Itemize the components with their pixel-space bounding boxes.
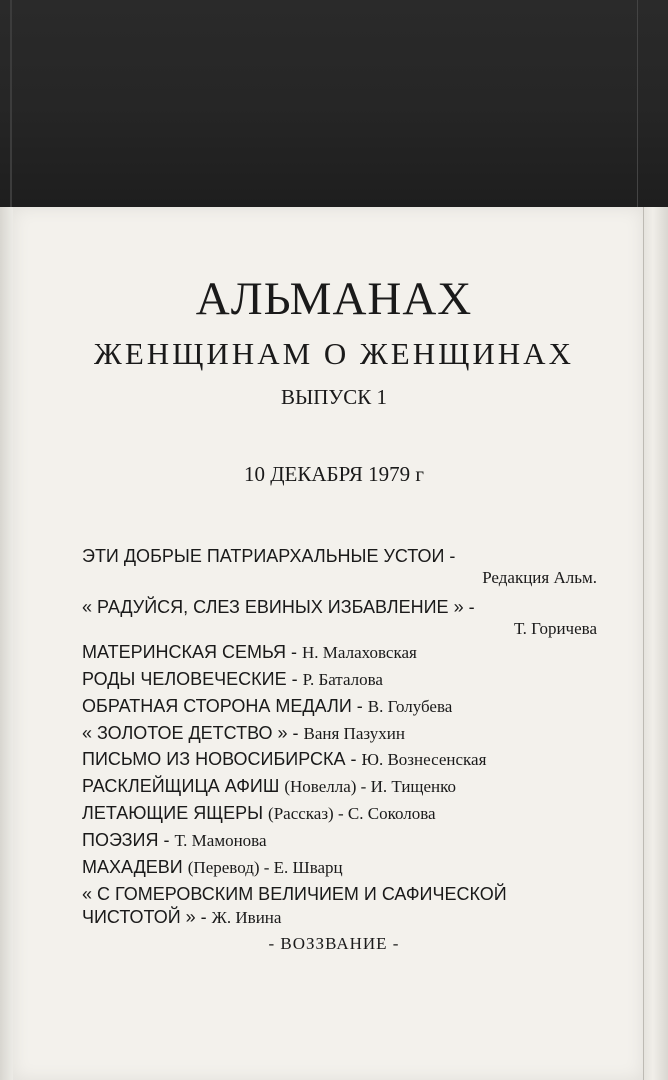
contents-entry [82,545,607,589]
entry-title: МАХАДЕВИ [82,857,188,877]
contents-entry [82,641,607,664]
contents-entry [82,748,607,771]
entry-author: Р. Баталова [302,670,383,689]
document-title: АЛЬМАНАХ [195,273,473,325]
entry-title-line2: ЧИСТОТОЙ » - [82,907,212,927]
contents-entry [82,722,607,745]
contents-entry [82,668,607,691]
contents-entry [82,802,607,825]
entry-author: Редакция Альм. [482,568,597,587]
entry-title: « ЗОЛОТОЕ ДЕТСТВО » - [82,723,304,743]
contents-entry-continued [82,906,607,929]
contents-entry [82,883,607,905]
entry-genre: (Перевод) - [187,858,274,877]
issue-number: ВЫПУСК 1 [280,385,388,409]
entry-author: Н. Малаховская [302,643,417,662]
entry-title: ПИСЬМО ИЗ НОВОСИБИРСКА - [82,749,362,769]
entry-author: С. Соколова [347,804,436,823]
entry-genre: (Рассказ) - [268,804,348,823]
entry-author: И. Тищенко [370,777,457,796]
contents-entry [82,856,607,879]
contents-entry [82,829,607,852]
entry-author: Т. Горичева [513,619,597,638]
issue-date: 10 ДЕКАБРЯ 1979 г [243,462,425,486]
document-subtitle: ЖЕНЩИНАМ О ЖЕНЩИНАХ [94,336,574,371]
entry-author: Е. Шварц [273,858,343,877]
entry-title: ЭТИ ДОБРЫЕ ПАТРИАРХАЛЬНЫЕ УСТОИ - [82,546,456,566]
entry-title: РАСКЛЕЙЩИЦА АФИШ [82,776,285,796]
entry-title: МАТЕРИНСКАЯ СЕМЬЯ - [82,642,303,662]
entry-genre: (Новелла) - [284,777,371,796]
contents-entry [82,775,607,798]
entry-title: РОДЫ ЧЕЛОВЕЧЕСКИЕ - [82,669,303,689]
entry-title: « РАДУЙСЯ, СЛЕЗ ЕВИНЫХ ИЗБАВЛЕНИЕ » - [82,597,475,617]
entry-author: Ваня Пазухин [303,724,405,743]
entry-author: Ж. Ивина [211,908,282,927]
entry-author: Т. Мамонова [174,831,267,850]
entry-title: « С ГОМЕРОВСКИМ ВЕЛИЧИЕМ И САФИЧЕСКОЙ [82,884,507,904]
entry-title: ЛЕТАЮЩИЕ ЯЩЕРЫ [82,803,269,823]
contents-entry [82,695,607,718]
closing-appeal: - ВОЗЗВАНИЕ - [268,934,400,953]
backdrop-fold-line [10,0,12,208]
entry-author: Ю. Вознесенская [361,750,487,769]
contents-entry [82,596,607,640]
backdrop-fold-line [637,0,638,208]
dark-backdrop [0,0,668,208]
entry-title: ПОЭЗИЯ - [82,830,175,850]
entry-title: ОБРАТНАЯ СТОРОНА МЕДАЛИ - [82,696,368,716]
entry-author: В. Голубева [367,697,453,716]
